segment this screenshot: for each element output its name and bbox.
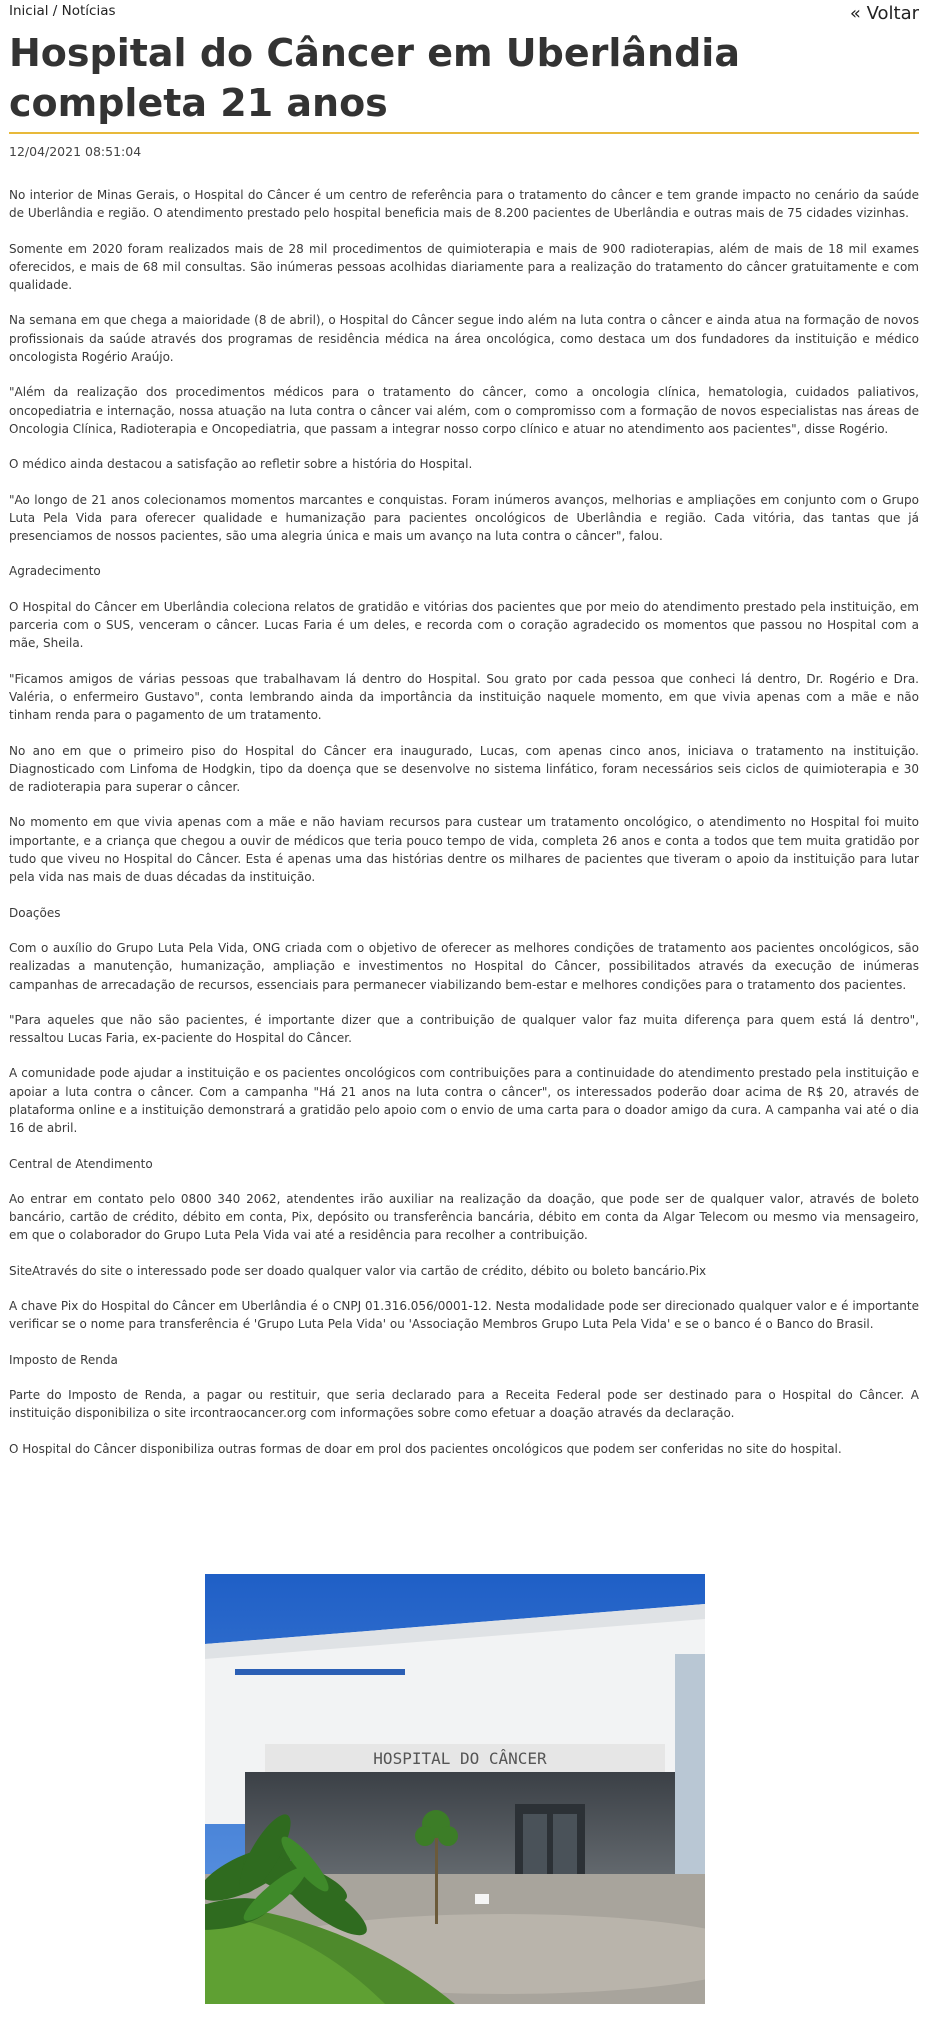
hospital-photo [205, 1574, 705, 2004]
article-paragraph: "Além da realização dos procedimentos médicos para o tratamento do câncer, como a oncologia clínica, hematologia, cuidados paliativos, oncopediatria e internação, nossa atuação na luta contra o câncer vai além, com o compromisso com a formação de novos especialistas nas áreas de Oncologia Clínica, Radioterapia e Oncopediatria, que passam a integrar nosso corpo clínico e atuar no atendimento aos pacientes", disse Rogério. [9, 385, 919, 436]
article-paragraph: No ano em que o primeiro piso do Hospital do Câncer era inaugurado, Lucas, com apenas cinco anos, iniciava o tratamento na instituição. Diagnosticado com Linfoma de Hodgkin, tipo da doença que se desenvolve no sistema linfático, foram necessários seis ciclos de quimioterapia e 30 de radioterapia para superar o câncer. [9, 743, 919, 795]
article-body [9, 186, 919, 1458]
article-paragraph: A chave Pix do Hospital do Câncer em Uberlândia é o CNPJ 01.316.056/0001-12. Nesta modalidade pode ser direcionado qualquer valor e é importante verificar se o nome para transferência é 'Grupo Luta Pela Vida' ou 'Associação Membros Grupo Luta Pela Vida' e se o banco é o Banco do Brasil. [9, 1299, 919, 1332]
article-paragraph: "Para aqueles que não são pacientes, é importante dizer que a contribuição de qualquer valor faz muita diferença para quem está lá dentro", ressaltou Lucas Faria, ex-paciente do Hospital do Câncer. [9, 1012, 919, 1046]
article-paragraph: O Hospital do Câncer disponibiliza outras formas de doar em prol dos pacientes oncológicos que podem ser conferidas no site do hospital. [9, 1441, 842, 1456]
breadcrumb-home-link[interactable]: Inicial [9, 3, 49, 19]
breadcrumb-news-link[interactable]: Notícias [61, 3, 116, 19]
section-heading-central: Central de Atendimento [9, 1156, 153, 1171]
article-paragraph: Na semana em que chega a maioridade (8 de abril), o Hospital do Câncer segue indo além na luta contra o câncer e ainda atua na formação de novos profissionais da saúde através dos programas de residência médica na área oncológica, como destaca um dos fundadores da instituição e médico oncologista Rogério Araújo. [9, 313, 919, 365]
top-bar [9, 0, 919, 22]
article-date: 12/04/2021 08:51:04 [9, 144, 142, 159]
page-container [9, 0, 919, 1475]
article-paragraph: "Ao longo de 21 anos colecionamos momentos marcantes e conquistas. Foram inúmeros avanços, melhorias e ampliações em conjunto com o Grupo Luta Pela Vida para oferecer qualidade e humanização para pacientes oncológicos de Uberlândia e região. Cada vitória, das tantas que já presenciamos de nossos pacientes, são uma alegria única e mais um avanço na luta contra o câncer", falou. [9, 492, 919, 544]
section-heading-imposto: Imposto de Renda [9, 1352, 118, 1367]
article-paragraph: Com o auxílio do Grupo Luta Pela Vida, ONG criada com o objetivo de oferecer as melhores condições de tratamento aos pacientes oncológicos, são realizadas a manutenção, humanização, ampliação e investimentos no Hospital do Câncer, possibilitados através da execução de inúmeras campanhas de arrecadação de recursos, essenciais para permanecer viabilizando bem-estar e melhores condições para o tratamento dos pacientes. [9, 940, 919, 992]
breadcrumb [9, 3, 116, 19]
article-paragraph: O médico ainda destacou a satisfação ao refletir sobre a história do Hospital. [9, 457, 473, 472]
article-paragraph: Ao entrar em contato pelo 0800 340 2062, atendentes irão auxiliar na realização da doação, que pode ser de qualquer valor, através de boleto bancário, cartão de crédito, débito em conta, Pix, depósito ou transferência bancária, débito em conta da Algar Telecom ou mesmo via mensageiro, em que o colaborador do Grupo Luta Pela Vida vai até a residência para recolher a contribuição. [9, 1191, 919, 1243]
article-paragraph: SiteAtravés do site o interessado pode ser doado qualquer valor via cartão de crédito, débito ou boleto bancário.Pix [9, 1263, 707, 1278]
article-paragraph: No momento em que vivia apenas com a mãe e não haviam recursos para custear um tratamento oncológico, o atendimento no Hospital foi muito importante, e a criança que chegou a ouvir de médicos que teria pouco tempo de vida, completa 26 anos e conta a todos que tem muita gratidão por tudo que viveu no Hospital do Câncer. Esta é apenas uma das histórias dentre os milhares de pacientes que tiveram o apoio da instituição para lutar pela vida nas mais de duas décadas da instituição. [9, 815, 919, 885]
article-paragraph: No interior de Minas Gerais, o Hospital do Câncer é um centro de referência para o tratamento do câncer e tem grande impacto no cenário da saúde de Uberlândia e região. O atendimento prestado pelo hospital beneficia mais de 8.200 pacientes de Uberlândia e outras mais de 75 cidades vizinhas. [9, 188, 919, 221]
breadcrumb-separator: / [48, 3, 62, 19]
article-paragraph: A comunidade pode ajudar a instituição e os pacientes oncológicos com contribuições para a continuidade do atendimento prestado pela instituição e apoiar a luta contra o câncer. Com a campanha "Há 21 anos na luta contra o câncer", os interessados poderão doar acima de R$ 20, através de plataforma online e a instituição demonstrará a gratidão pelo apoio com o envio de uma carta para o doador amigo da cura. A campanha vai até o dia 16 de abril. [9, 1066, 919, 1136]
article-paragraph: Somente em 2020 foram realizados mais de 28 mil procedimentos de quimioterapia e mais de 900 radioterapias, além de mais de 18 mil exames oferecidos, e mais de 68 mil consultas. São inúmeras pessoas acolhidas diariamente para a realização do tratamento do câncer gratuitamente e com qualidade. [9, 241, 919, 293]
article-paragraph: Parte do Imposto de Renda, a pagar ou restituir, que seria declarado para a Receita Federal pode ser destinado para o Hospital do Câncer. A instituição disponibiliza o site ircontraocancer.org com informações sobre como efetuar a doação através da declaração. [9, 1387, 919, 1421]
section-heading-agradecimento: Agradecimento [9, 564, 101, 579]
article-paragraph: O Hospital do Câncer em Uberlândia coleciona relatos de gratidão e vitórias dos pacientes que por meio do atendimento prestado pela instituição, em parceria com o SUS, venceram o câncer. Lucas Faria é um deles, e recorda com o coração agradecido os momentos que passou no Hospital com a mãe, Sheila. [9, 599, 919, 651]
article-title: Hospital do Câncer em Uberlândia completa 21 anos [9, 22, 919, 134]
section-heading-doacoes: Doações [9, 905, 61, 920]
building-sign-text: HOSPITAL DO CÂNCER [373, 1749, 547, 1768]
back-link[interactable]: « Voltar [849, 3, 919, 24]
article-paragraph: "Ficamos amigos de várias pessoas que trabalhavam lá dentro do Hospital. Sou grato por cada pessoa que conheci lá dentro, Dr. Rogério e Dra. Valéria, o enfermeiro Gustavo", conta lembrando ainda da importância da instituição naquele momento, em que vivia apenas com a mãe e não tinham renda para o pagamento de um tratamento. [9, 671, 919, 723]
hospital-building-image [205, 1574, 705, 2004]
